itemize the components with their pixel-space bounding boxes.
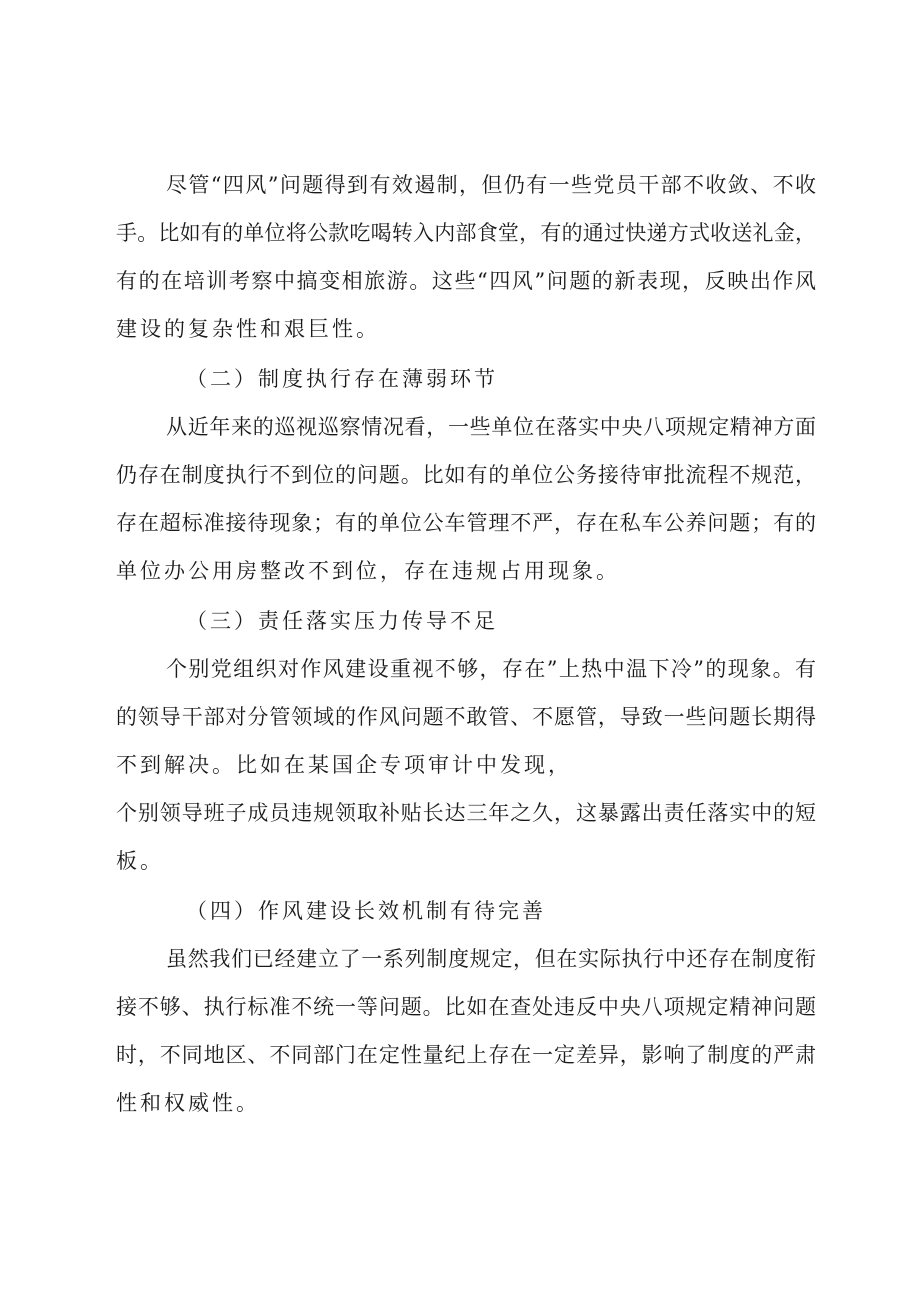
paragraph-1-line-3: 有的在培训考察中搞变相旅游。这些“四风”问题的新表现，反映出作风 <box>116 269 816 293</box>
paragraph-3-line-1: 个别党组织对作风建设重视不够，存在”上热中温下冷”的现象。有 <box>166 657 816 681</box>
paragraph-2-line-2: 仍存在制度执行不到位的问题。比如有的单位公务接待审批流程不规范， <box>116 463 816 487</box>
paragraph-1-line-4: 建设的复杂性和艰巨性。 <box>116 317 380 341</box>
paragraph-2-line-1: 从近年来的巡视巡察情况看，一些单位在落实中央八项规定精神方面 <box>166 415 816 439</box>
paragraph-4-line-1: 虽然我们已经建立了一系列制度规定，但在实际执行中还存在制度衔 <box>166 947 816 971</box>
paragraph-3-line-3: 不到解决。比如在某国企专项审计中发现， <box>116 753 572 777</box>
paragraph-4-line-4: 性和权威性。 <box>116 1091 260 1115</box>
paragraph-2-line-3: 存在超标准接待现象；有的单位公车管理不严，存在私车公养问题；有的 <box>116 511 816 535</box>
paragraph-4-line-2: 接不够、执行标准不统一等问题。比如在查处违反中央八项规定精神问题 <box>116 995 816 1019</box>
section-heading-2: （二）制度执行存在薄弱环节 <box>186 367 498 391</box>
section-heading-4: （四）作风建设长效机制有待完善 <box>186 899 546 923</box>
paragraph-1-line-1: 尽管“四风”问题得到有效遏制，但仍有一些党员干部不收敛、不收 <box>166 173 816 197</box>
paragraph-2-line-4: 单位办公用房整改不到位，存在违规占用现象。 <box>116 559 620 583</box>
paragraph-3-line-2: 的领导干部对分管领域的作风问题不敢管、不愿管，导致一些问题长期得 <box>116 705 816 729</box>
section-heading-3: （三）责任落实压力传导不足 <box>186 609 498 633</box>
paragraph-1-line-2: 手。比如有的单位将公款吃喝转入内部食堂，有的通过快递方式收送礼金， <box>116 221 816 245</box>
paragraph-3-line-4: 个别领导班子成员违规领取补贴长达三年之久，这暴露出责任落实中的短 <box>116 801 816 825</box>
paragraph-3-line-5: 板。 <box>116 849 164 873</box>
paragraph-4-line-3: 时，不同地区、不同部门在定性量纪上存在一定差异，影响了制度的严肃 <box>116 1043 816 1067</box>
